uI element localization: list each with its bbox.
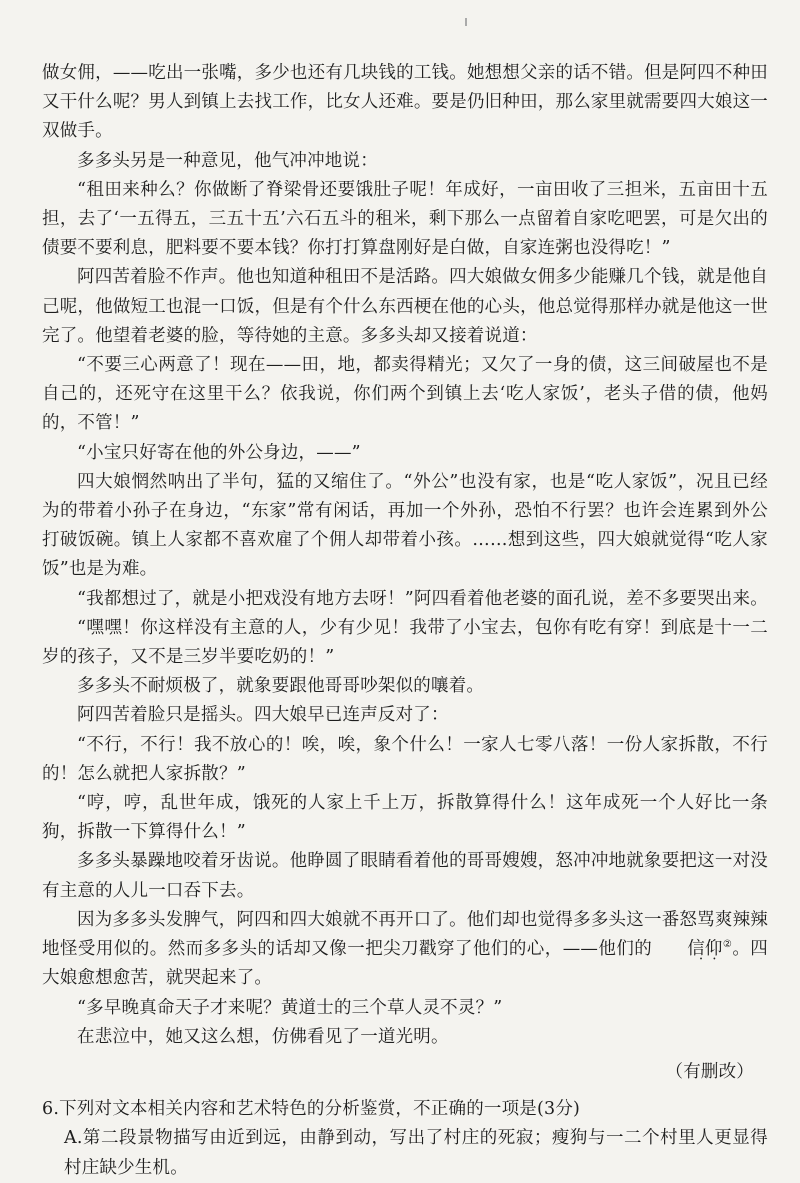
option-a: A.第二段景物描写由近到远，由静到动，写出了村庄的死寂；瘦狗与一二个村里人更显得村庄缺少生机。	[64, 1128, 768, 1178]
paragraph-15-tail: 。四大娘愈想愈苦，就哭起来了。	[42, 939, 768, 989]
reading-passage	[42, 59, 768, 1183]
paragraph-9: “嘿嘿！你这样没有主意的人，少有少见！我带了小宝去，包你有吃有穿！到底是十一二岁的孩子，又不是三岁半要吃奶的！”	[42, 617, 768, 668]
paragraph-15	[42, 906, 768, 994]
paragraph-14: 多多头暴躁地咬着牙齿说。他睁圆了眼睛看着他的哥哥嫂嫂，怒冲冲地就象要把这一对没有主意的人儿一口吞下去。	[42, 851, 768, 901]
paragraph-1: 做女佣，——吃出一张嘴，多少也还有几块钱的工钱。她想想父亲的话不错。但是阿四不种田又干什么呢？男人到镇上去找工作，比女人还难。要是仍旧种田，那么家里就需要四大娘这一双做手。	[42, 63, 768, 142]
paragraph-4: 阿四苦着脸不作声。他也知道种租田不是活路。四大娘做女佣多少能赚几个钱，就是他自己呢，他做短工也混一口饭，但是有个什么东西梗在他的心头，他总觉得那样办就是他这一世完了。他望着老婆的脸，等待她的主意。多多头却又接着说道：	[42, 267, 768, 346]
paragraph-13: “哼，哼，乱世年成，饿死的人家上千上万，拆散算得什么！这年成死一个人好比一条狗，拆散一下算得什么！”	[42, 793, 768, 843]
paragraph-12: “不行，不行！我不放心的！唉，唉，象个什么！一家人七零八落！一份人家拆散，不行的！怎么就把人家拆散？”	[42, 734, 768, 784]
paragraph-11: 阿四苦着脸只是摇头。四大娘早已连声反对了：	[77, 705, 449, 726]
paragraph-5: “不要三心两意了！现在——田，地，都卖得精光；又欠了一身的债，这三间破屋也不是自己的，还死守在这里干么？依我说，你们两个到镇上去‘吃人家饭’，老头子借的债，他妈的，不管！”	[42, 355, 768, 434]
paragraph-8: “我都想过了，就是小把戏没有地方去呀！”阿四看着他老婆的面孔说，差不多要哭出来。	[77, 588, 768, 609]
paragraph-17: 在悲泣中，她又这么想，仿佛看见了一道光明。	[77, 1026, 449, 1047]
paragraph-6: “小宝只好寄在他的外公身边，——”	[77, 442, 361, 463]
question-6: 6.下列对文本相关内容和艺术特色的分析鉴赏，不正确的一项是(3分)	[42, 1099, 581, 1120]
paragraph-7: 四大娘惘然呐出了半句，猛的又缩住了。“外公”也没有家，也是“吃人家饭”，况且已经为的带着小孙子在身边，“东家”常有闲话，再加一个外孙，恐怕不行罢？也许会连累到外公打破饭碗。镇上人家都不喜欢雇了个佣人却带着小孩。……想到这些，四大娘就觉得“吃人家饭”也是为难。	[42, 471, 768, 580]
scan-mark	[465, 18, 467, 26]
belief-word: 信仰 • •	[652, 935, 722, 964]
edit-note: （有删改）	[665, 1061, 754, 1082]
paragraph-16: “多早晚真命天子才来呢？黄道士的三个草人灵不灵？”	[77, 997, 503, 1018]
paragraph-15-main: 因为多多头发脾气，阿四和四大娘就不再开口了。他们却也觉得多多头这一番怒骂爽辣辣地怪受用似的。然而多多头的话却又像一把尖刀戳穿了他们的心，——他们的	[42, 909, 768, 960]
paragraph-2: 多多头另是一种意见，他气冲冲地说：	[77, 150, 378, 171]
footnote-mark: ②	[722, 939, 733, 951]
paragraph-10: 多多头不耐烦极了，就象要跟他哥哥吵架似的嚷着。	[77, 676, 485, 697]
paragraph-3: “租田来种么？你做断了脊梁骨还要饿肚子呢！年成好，一亩田收了三担米，五亩田十五担，去了‘一五得五，三五十五’六石五斗的租米，剩下那么一点留着自家吃吧罢，可是欠出的债要不要利息，肥料要不要本钱？你打打算盘刚好是白做，自家连粥也没得吃！”	[42, 179, 768, 259]
